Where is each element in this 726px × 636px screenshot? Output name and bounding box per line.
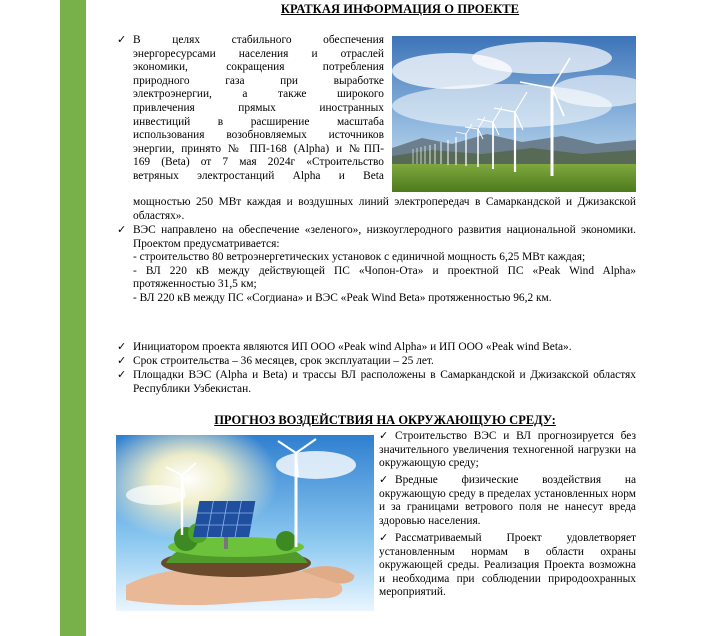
section-title-project-info: КРАТКАЯ ИНФОРМАЦИЯ О ПРОЕКТЕ — [280, 2, 520, 16]
para1-line: электроэнергии, а также широкого — [133, 88, 384, 101]
green-energy-hand-illustration — [116, 435, 374, 611]
impact-text: Вредные физические воздействия на окружающую среду в пределах установленных норм и за границами ветрового поля не нанесут вреда здоровью населения. — [379, 474, 636, 527]
checkmark-icon: ✓ — [117, 341, 127, 353]
para1-line: энергии, принято № ПП-168 (Alpha) и №ПП- — [133, 142, 384, 155]
para1-line: экономики, сокращения потребления — [133, 61, 384, 74]
project-goals-paragraph — [117, 224, 636, 306]
para1-line: энергоресурсами населения и отраслей — [133, 47, 384, 60]
bullet-text: Срок строительства – 36 месяцев, срок эксплуатации – 25 лет. — [133, 355, 434, 367]
bullet-location — [117, 369, 636, 396]
checkmark-icon: ✓ — [379, 532, 389, 544]
para1-line: природного газа при выработке — [133, 74, 384, 87]
para1-line: инвестиций в расширение масштаба — [133, 115, 384, 128]
para1-line: ветряных электростанций Alpha и Beta — [133, 169, 384, 182]
bullet-initiator — [117, 341, 636, 355]
bullet-timeline — [117, 355, 636, 369]
para2-intro: ВЭС направлено на обеспечение «зеленого», низкоуглеродного развития национальной экономики. Проектом предусматривается: — [133, 224, 636, 250]
bullet-text: Инициатором проекта являются ИП ООО «Peak wind Alpha» и ИП ООО «Peak wind Beta». — [133, 341, 572, 353]
section-title-environmental-impact: ПРОГНОЗ ВОЗДЕЙСТВИЯ НА ОКРУЖАЮЩУЮ СРЕДУ: — [214, 413, 556, 427]
wind-farm-photo — [392, 36, 636, 192]
impact-text: Рассматриваемый Проект удовлетворяет установленным нормам в области охраны окружающей среды. Реализация Проекта возможна и необходима при соблюдении природоохранных мероприятий. — [379, 532, 636, 599]
para2-item: - строительство 80 ветроэнергетических установок с единичной мощность 6,25 МВт каждая; — [133, 251, 586, 264]
checkmark-icon: ✓ — [379, 430, 389, 442]
bullet-text: Площадки ВЭС (Alpha и Beta) и трассы ВЛ расположены в Самаркандской и Джизакской областях Республики Узбекистан. — [133, 369, 636, 395]
checkmark-icon: ✓ — [117, 34, 127, 46]
checkmark-icon: ✓ — [117, 369, 127, 381]
green-side-bar — [60, 0, 86, 636]
para1-line: 169 (Beta) от 7 мая 2024г «Строительство — [133, 156, 384, 169]
project-decision-paragraph-tail: мощностью 250 МВт каждая и воздушных линий электропередач в Самаркандской и Джизакской областях». — [133, 196, 636, 222]
impact-text: Строительство ВЭС и ВЛ прогнозируется без значительного увеличения техногенной нагрузки на окружающую среду; — [379, 430, 636, 470]
para2-item: - ВЛ 220 кВ между ПС «Согдиана» и ВЭС «Peak Wind Beta» протяженностью 96,2 км. — [133, 291, 552, 304]
impact-item-physical-effects — [379, 474, 636, 528]
para1-line: использования возобновляемых источников — [133, 129, 384, 142]
checkmark-icon: ✓ — [117, 224, 127, 236]
checkmark-icon: ✓ — [117, 355, 127, 367]
project-decision-paragraph — [117, 34, 384, 184]
impact-item-compliance — [379, 532, 636, 600]
impact-item-construction — [379, 430, 636, 471]
para1-line: привлечения прямых иностранных — [133, 101, 384, 114]
para2-item: - ВЛ 220 кВ между действующей ПС «Чопон-Ота» и проектной ПС «Peak Wind Alpha» протяженностью 31,5 км; — [133, 264, 636, 291]
checkmark-icon: ✓ — [379, 474, 389, 486]
para1-line: В целях стабильного обеспечения — [133, 34, 384, 46]
